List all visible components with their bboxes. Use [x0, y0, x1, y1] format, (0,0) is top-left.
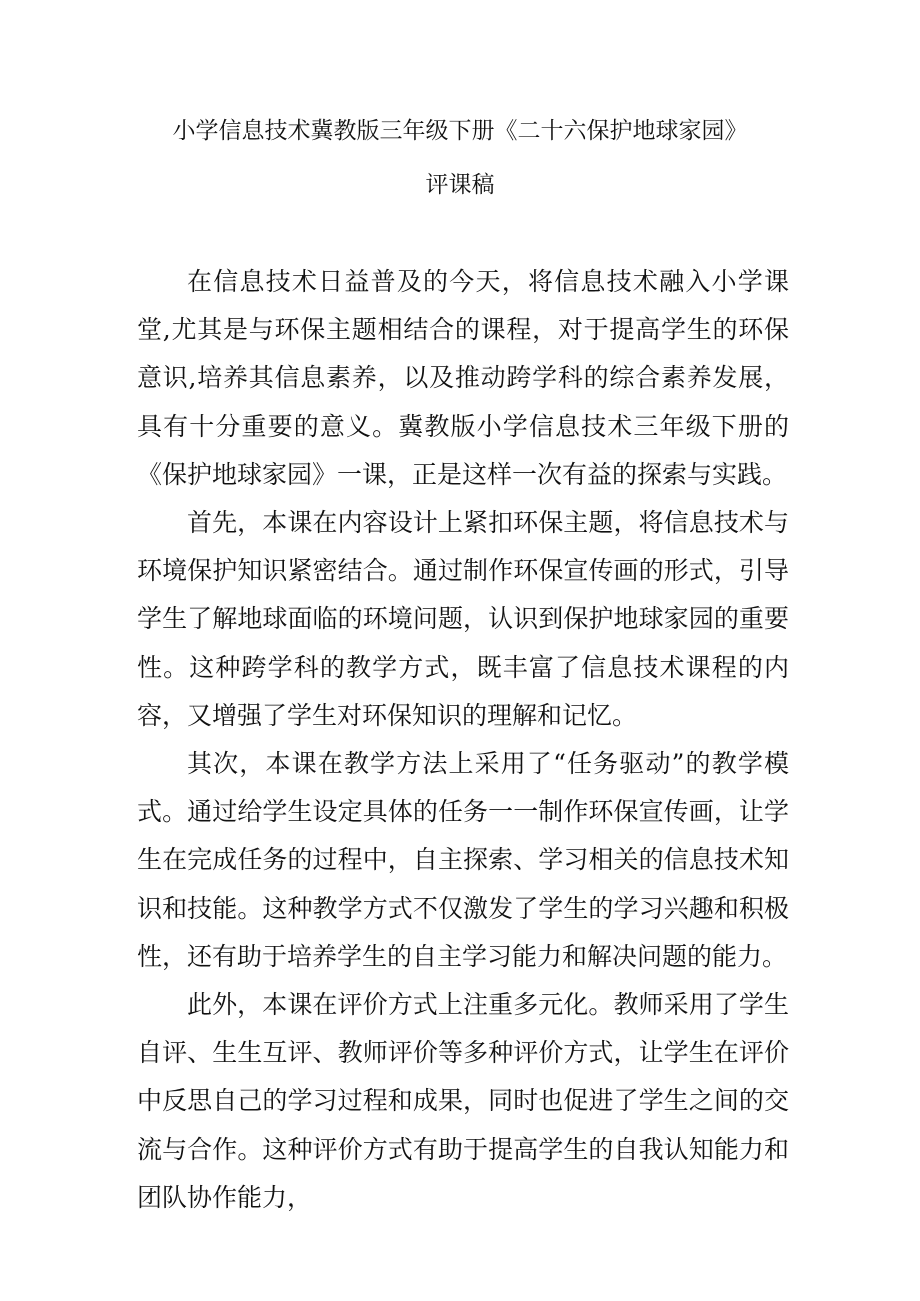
paragraph-third: 此外，本课在评价方式上注重多元化。教师采用了学生自评、生生互评、教师评价等多种评价方式，让学生在评价中反思自己的学习过程和成果，同时也促进了学生之间的交流与合作。这种评价方式有助于提高学生的自我认知能力和团队协作能力，: [137, 990, 789, 1212]
document-body: [137, 258, 789, 1222]
paragraph-intro: 在信息技术日益普及的今天，将信息技术融入小学课堂,尤其是与环保主题相结合的课程，对于提高学生的环保意识,培养其信息素养，以及推动跨学科的综合素养发展，具有十分重要的意义。冀教版小学信息技术三年级下册的《保护地球家园》一课，正是这样一次有益的探索与实践。: [137, 267, 789, 489]
document-subtitle: 评课稿: [425, 172, 495, 198]
paragraph-first: 首先，本课在内容设计上紧扣环保主题，将信息技术与环境保护知识紧密结合。通过制作环保宣传画的形式，引导学生了解地球面临的环境问题，认识到保护地球家园的重要性。这种跨学科的教学方式，既丰富了信息技术课程的内容，又增强了学生对环保知识的理解和记忆。: [137, 508, 789, 730]
paragraph-second: 其次，本课在教学方法上采用了“任务驱动”的教学模式。通过给学生设定具体的任务一一制作环保宣传画，让学生在完成任务的过程中，自主探索、学习相关的信息技术知识和技能。这种教学方式不仅激发了学生的学习兴趣和积极性，还有助于培养学生的自主学习能力和解决问题的能力。: [137, 749, 789, 971]
document-title: 小学信息技术冀教版三年级下册《二十六保护地球家园》: [172, 118, 748, 144]
